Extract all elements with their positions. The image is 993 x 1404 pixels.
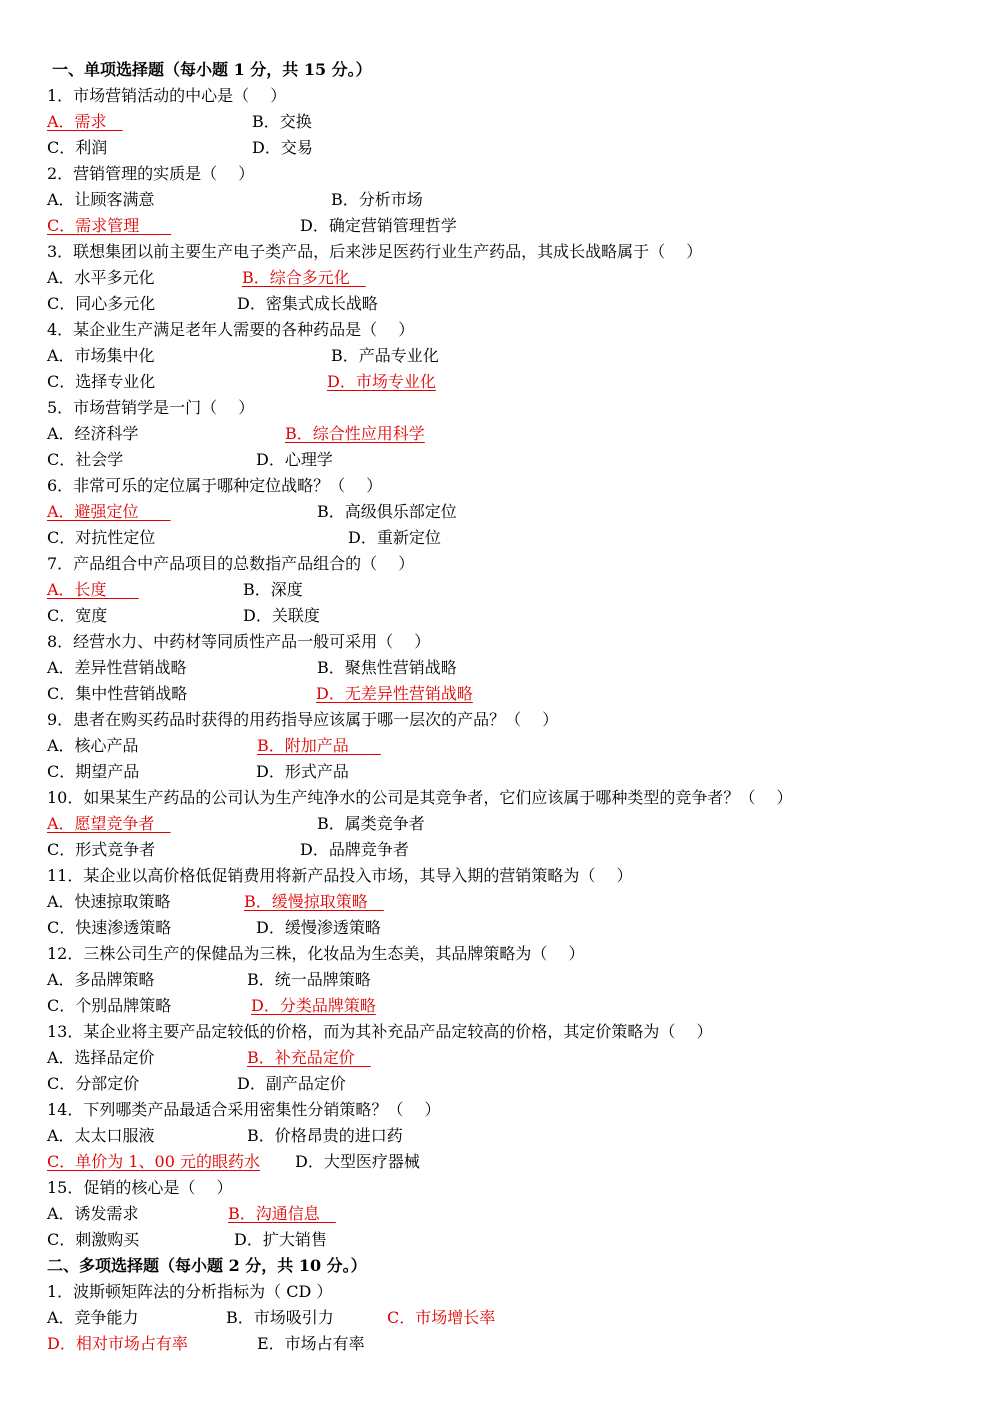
q12-stem: 12．三株公司生产的保健品为三株，化妆品为生态美，其品牌策略为（ ）	[47, 944, 585, 963]
q1-option-c: C．利润	[47, 138, 108, 157]
q7-option-c: C．宽度	[47, 606, 108, 625]
q15-option-d: D．扩大销售	[234, 1230, 327, 1249]
q14-stem: 14．下列哪类产品最适合采用密集性分销策略？（ ）	[47, 1100, 441, 1119]
q14-option-a: A．太太口服液	[47, 1126, 155, 1145]
q7-option-b: B．深度	[243, 580, 303, 599]
q11-option-d: D．缓慢渗透策略	[256, 918, 381, 937]
q13-option-a: A．选择品定价	[47, 1048, 155, 1067]
q12-option-d: D．分类品牌策略	[251, 996, 376, 1015]
q13-option-d: D．副产品定价	[237, 1074, 346, 1093]
q12-option-a: A．多品牌策略	[47, 970, 155, 989]
q6-stem: 6．非常可乐的定位属于哪种定位战略？（ ）	[47, 476, 383, 495]
q2-stem: 2．营销管理的实质是（ ）	[47, 164, 255, 183]
q3-option-d: D．密集式成长战略	[237, 294, 378, 313]
q10-option-a: A．愿望竞争者	[47, 814, 171, 833]
m1-option-a: A．竞争能力	[47, 1308, 139, 1327]
q10-option-b: B．属类竞争者	[317, 814, 425, 833]
q8-option-a: A．差异性营销战略	[47, 658, 187, 677]
q6-option-d: D．重新定位	[348, 528, 441, 547]
q3-option-b: B．综合多元化	[242, 268, 366, 287]
q10-option-c: C．形式竞争者	[47, 840, 156, 859]
q4-option-a: A．市场集中化	[47, 346, 155, 365]
q11-stem: 11．某企业以高价格低促销费用将新产品投入市场，其导入期的营销策略为（ ）	[47, 866, 633, 885]
q11-option-b: B．缓慢掠取策略	[244, 892, 384, 911]
q5-option-a: A．经济科学	[47, 424, 139, 443]
q13-option-c: C．分部定价	[47, 1074, 140, 1093]
q1-option-b: B．交换	[252, 112, 312, 131]
q8-option-c: C．集中性营销战略	[47, 684, 188, 703]
q11-option-c: C．快速渗透策略	[47, 918, 172, 937]
q14-option-c: C．单价为 1、00 元的眼药水	[47, 1152, 260, 1171]
q9-stem: 9．患者在购买药品时获得的用药指导应该属于哪一层次的产品？（ ）	[47, 710, 559, 729]
q10-stem: 10．如果某生产药品的公司认为生产纯净水的公司是其竞争者，它们应该属于哪种类型的竞争者？（ ）	[47, 788, 793, 807]
q4-option-b: B．产品专业化	[331, 346, 439, 365]
q8-option-d: D．无差异性营销战略	[316, 684, 473, 703]
q9-option-a: A．核心产品	[47, 736, 139, 755]
q14-option-b: B．价格昂贵的进口药	[247, 1126, 403, 1145]
q9-option-b: B．附加产品	[257, 736, 381, 755]
q12-option-c: C．个别品牌策略	[47, 996, 172, 1015]
q4-option-d: D．市场专业化	[327, 372, 436, 391]
q14-option-d: D．大型医疗器械	[295, 1152, 420, 1171]
q5-option-b: B．综合性应用科学	[285, 424, 425, 443]
q10-option-d: D．品牌竞争者	[300, 840, 409, 859]
q12-option-b: B．统一品牌策略	[247, 970, 371, 989]
q5-option-d: D．心理学	[256, 450, 333, 469]
q15-stem: 15．促销的核心是（ ）	[47, 1178, 233, 1197]
q15-option-c: C．刺激购买	[47, 1230, 140, 1249]
q1-option-d: D．交易	[252, 138, 313, 157]
q2-option-c: C．需求管理	[47, 216, 172, 235]
q4-option-c: C．选择专业化	[47, 372, 156, 391]
q11-option-a: A．快速掠取策略	[47, 892, 171, 911]
q8-option-b: B．聚焦性营销战略	[317, 658, 457, 677]
q13-option-b: B．补充品定价	[247, 1048, 371, 1067]
m1-option-e: E．市场占有率	[257, 1334, 365, 1353]
q9-option-c: C．期望产品	[47, 762, 140, 781]
m1-option-b: B．市场吸引力	[226, 1308, 334, 1327]
m1-option-c: C．市场增长率	[387, 1308, 496, 1327]
m1-option-d: D．相对市场占有率	[47, 1334, 188, 1353]
q3-option-a: A．水平多元化	[47, 268, 155, 287]
section2-title: 二、多项选择题（每小题 2 分，共 10 分。）	[47, 1256, 367, 1275]
q13-stem: 13．某企业将主要产品定较低的价格，而为其补充品产品定较高的价格，其定价策略为（ ）	[47, 1022, 713, 1041]
section1-title: 一、单项选择题（每小题 1 分，共 15 分。）	[52, 60, 372, 79]
q2-option-b: B．分析市场	[331, 190, 423, 209]
q5-stem: 5．市场营销学是一门（ ）	[47, 398, 255, 417]
q15-option-b: B．沟通信息	[228, 1204, 336, 1223]
m1-stem: 1．波斯顿矩阵法的分析指标为（ CD ）	[47, 1282, 333, 1301]
q7-stem: 7．产品组合中产品项目的总数指产品组合的（ ）	[47, 554, 415, 573]
q3-stem: 3．联想集团以前主要生产电子类产品，后来涉足医药行业生产药品，其成长战略属于（ ）	[47, 242, 703, 261]
q6-option-b: B．高级俱乐部定位	[317, 502, 457, 521]
q2-option-a: A．让顾客满意	[47, 190, 155, 209]
q9-option-d: D．形式产品	[256, 762, 349, 781]
q6-option-c: C．对抗性定位	[47, 528, 156, 547]
q2-option-d: D．确定营销管理哲学	[300, 216, 457, 235]
q7-option-a: A．长度	[47, 580, 139, 599]
q4-stem: 4．某企业生产满足老年人需要的各种药品是（ ）	[47, 320, 415, 339]
q8-stem: 8．经营水力、中药材等同质性产品一般可采用（ ）	[47, 632, 431, 651]
q7-option-d: D．关联度	[243, 606, 320, 625]
q1-option-a: A．需求	[47, 112, 123, 131]
q3-option-c: C．同心多元化	[47, 294, 156, 313]
q6-option-a: A．避强定位	[47, 502, 171, 521]
q5-option-c: C．社会学	[47, 450, 124, 469]
q15-option-a: A．诱发需求	[47, 1204, 139, 1223]
q1-stem: 1．市场营销活动的中心是（ ）	[47, 86, 287, 105]
